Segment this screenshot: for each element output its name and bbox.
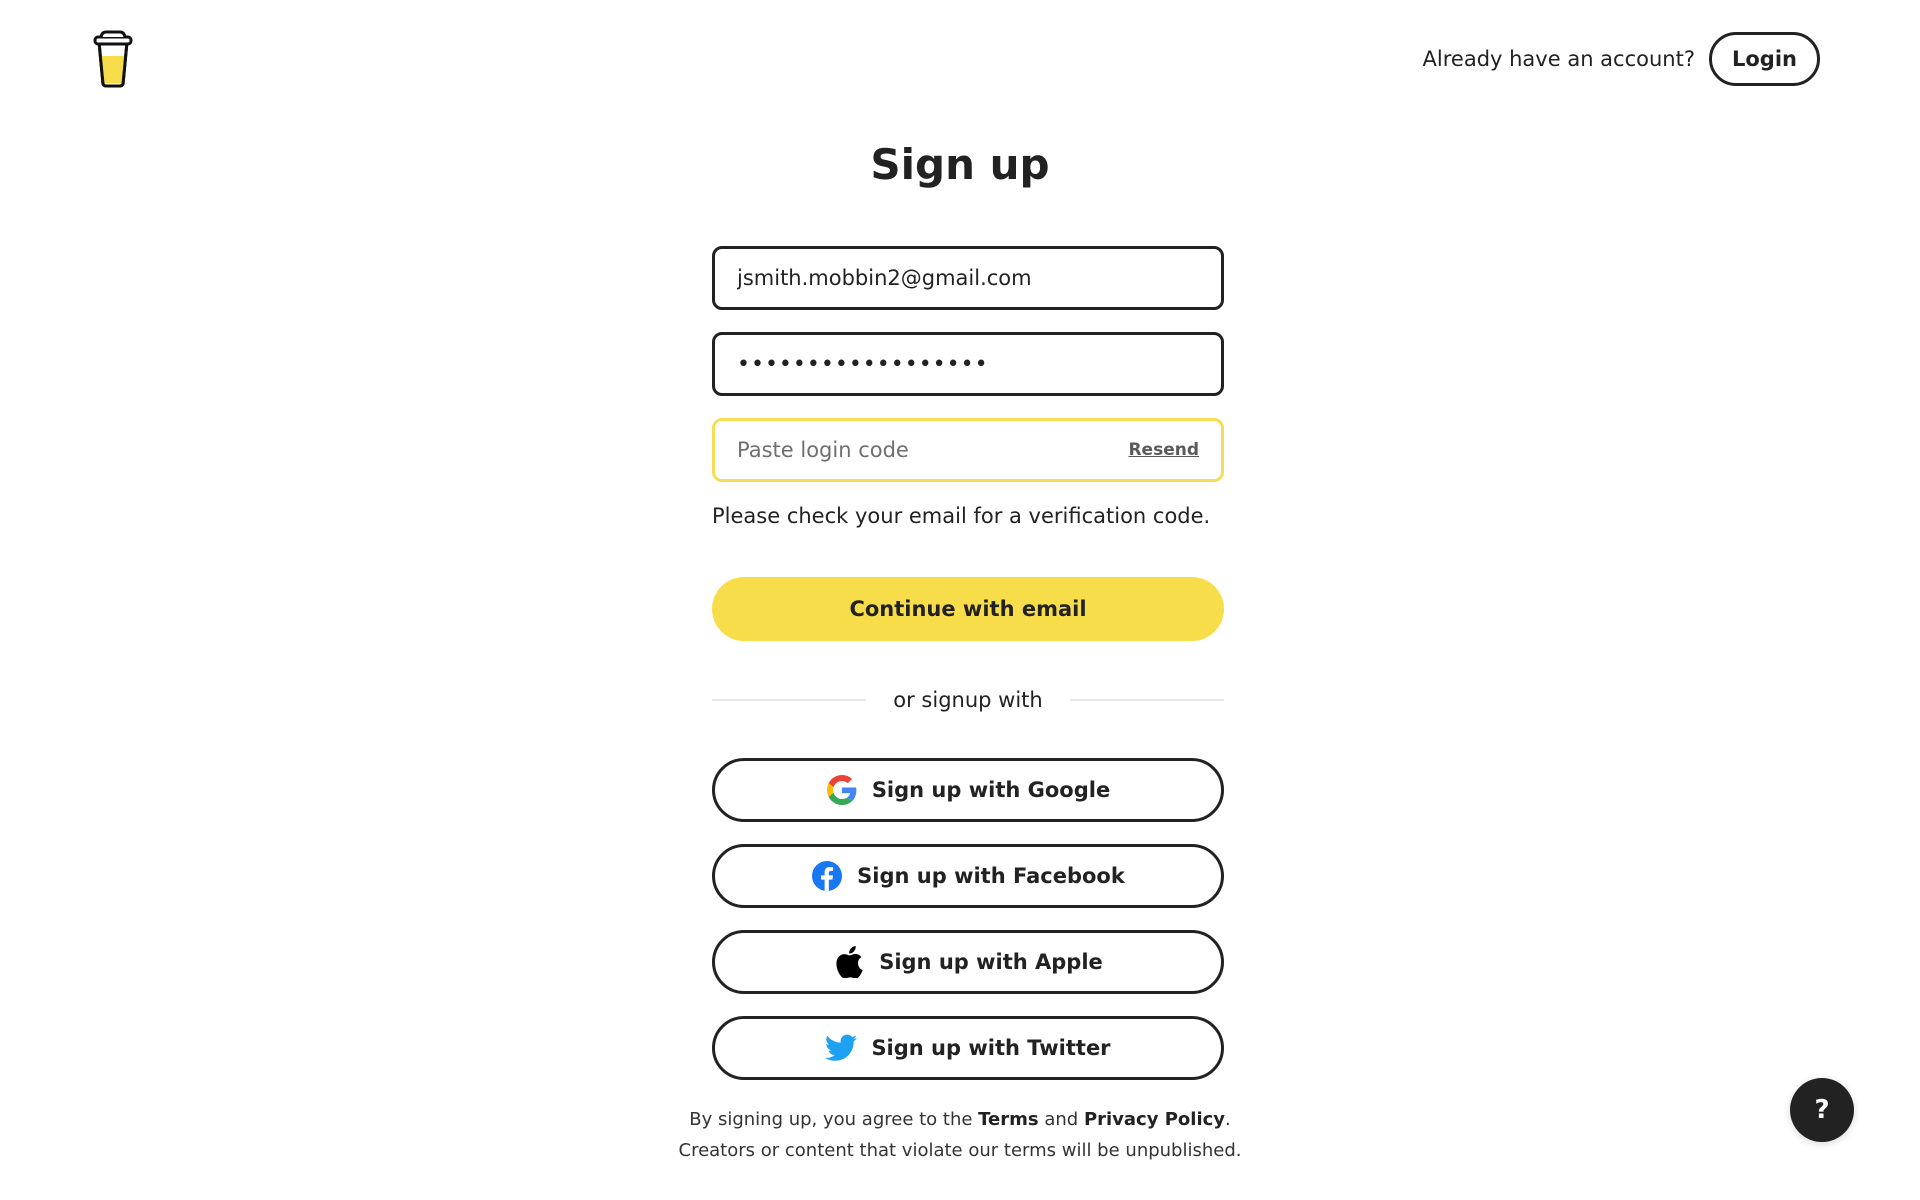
sign-up-twitter-button[interactable] — [712, 1016, 1224, 1080]
twitter-button-label: Sign up with Twitter — [871, 1036, 1111, 1060]
terms-link[interactable]: Terms — [978, 1109, 1039, 1130]
page-title: Sign up — [870, 140, 1050, 189]
login-code-input[interactable] — [737, 438, 1128, 462]
or-divider — [712, 680, 1224, 720]
sign-up-google-button[interactable] — [712, 758, 1224, 822]
email-input[interactable] — [737, 266, 1199, 290]
apple-button-label: Sign up with Apple — [879, 950, 1103, 974]
already-have-account-text: Already have an account? — [1422, 47, 1695, 71]
facebook-button-label: Sign up with Facebook — [857, 864, 1125, 888]
legal-notice — [0, 1104, 1920, 1166]
header-login-area — [1423, 32, 1820, 86]
twitter-icon — [825, 1032, 857, 1064]
email-field[interactable] — [712, 246, 1224, 310]
verification-hint: Please check your email for a verification code. — [712, 504, 1211, 528]
facebook-icon — [811, 860, 843, 892]
privacy-policy-link[interactable]: Privacy Policy — [1083, 1109, 1226, 1130]
apple-icon — [833, 946, 865, 978]
password-field[interactable] — [712, 332, 1224, 396]
sign-up-apple-button[interactable] — [712, 930, 1224, 994]
login-code-field[interactable] — [712, 418, 1224, 482]
cup-logo-icon[interactable] — [92, 30, 134, 88]
resend-link[interactable]: Resend — [1128, 440, 1199, 460]
continue-with-email-button[interactable]: Continue with email — [712, 577, 1224, 641]
login-button[interactable]: Login — [1709, 32, 1820, 86]
password-input[interactable] — [737, 352, 1199, 377]
legal-line-1 — [0, 1104, 1920, 1135]
or-signup-with-text: or signup with — [893, 688, 1043, 712]
google-icon — [826, 774, 858, 806]
help-button[interactable]: ? — [1790, 1078, 1854, 1142]
legal-and: and — [1038, 1109, 1084, 1130]
divider-line-right — [1070, 699, 1224, 701]
google-button-label: Sign up with Google — [871, 778, 1111, 802]
divider-line-left — [712, 699, 866, 701]
legal-suffix: . — [1225, 1109, 1231, 1130]
sign-up-facebook-button[interactable] — [712, 844, 1224, 908]
legal-line-2: Creators or content that violate our terms will be unpublished. — [678, 1140, 1242, 1161]
legal-prefix: By signing up, you agree to the — [689, 1109, 979, 1130]
